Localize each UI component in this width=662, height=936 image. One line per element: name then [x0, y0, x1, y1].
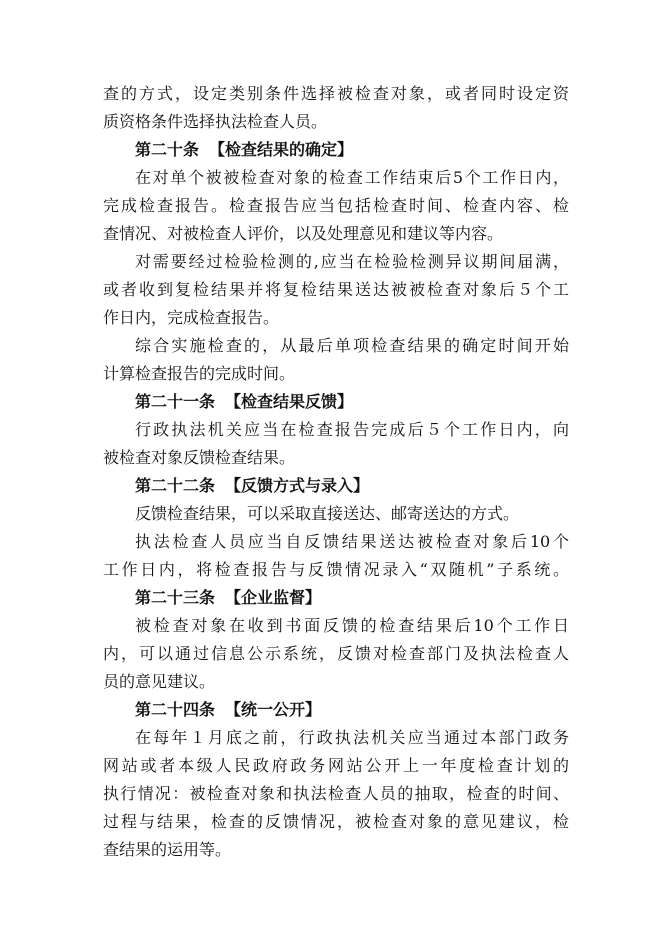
article-heading: [135, 700, 321, 720]
article-title: 【企业监督】: [225, 588, 322, 607]
text-line: 行政执法机关应当在检查报告完成后５个工作日内，向: [135, 420, 569, 439]
text-line: 计算检查报告的完成时间。: [103, 364, 296, 383]
article-heading: [135, 588, 321, 608]
article-heading: [135, 392, 353, 412]
article-number: 第二十一条: [135, 392, 216, 411]
text-line: 综合实施检查的，从最后单项检查结果的确定时间开始: [135, 336, 569, 355]
text-line: 执法检查人员应当自反馈结果送达被检查对象后10个: [135, 532, 569, 551]
text-line: 在每年１月底之前，行政执法机关应当通过本部门政务: [135, 728, 569, 747]
article-title: 【检查结果的确定】: [209, 140, 354, 159]
text-line: 过程与结果，检查的反馈情况，被检查对象的意见建议，检: [103, 812, 569, 831]
text-line: 被检查对象在收到书面反馈的检查结果后10个工作日: [135, 616, 569, 635]
article-title: 【检查结果反馈】: [225, 392, 354, 411]
article-number: 第二十三条: [135, 588, 216, 607]
text-line: 对需要经过检验检测的,应当在检验检测异议期间届满，: [135, 252, 569, 271]
article-number: 第二十四条: [135, 700, 216, 719]
article-title: 【统一公开】: [225, 700, 322, 719]
text-line: 查情况、对被检查人评价，以及处理意见和建议等内容。: [103, 224, 504, 243]
article-title: 【反馈方式与录入】: [225, 476, 370, 495]
article-number: 第二十条: [135, 140, 200, 159]
text-line: 或者收到复检结果并将复检结果送达被被检查对象后５个工: [103, 280, 569, 299]
text-line: 查的方式，设定类别条件选择被检查对象，或者同时设定资: [103, 84, 569, 103]
text-line: 完成检查报告。检查报告应当包括检查时间、检查内容、检: [103, 196, 569, 215]
article-heading: [135, 476, 369, 496]
text-line: 网站或者本级人民政府政务网站公开上一年度检查计划的: [103, 756, 569, 775]
text-line: 员的意见建议。: [103, 672, 216, 691]
text-line: 在对单个被被检查对象的检查工作结束后5个工作日内，: [135, 168, 569, 187]
text-line: 查结果的运用等。: [103, 840, 232, 859]
text-line: 工作日内，将检查报告与反馈情况录入“双随机”子系统。: [103, 560, 569, 579]
article-heading: [135, 140, 353, 160]
text-line: 被检查对象反馈检查结果。: [103, 448, 296, 467]
text-line: 内，可以通过信息公示系统，反馈对检查部门及执法检查人: [103, 644, 569, 663]
text-line: 质资格条件选择执法检查人员。: [103, 112, 328, 131]
text-line: 执行情况：被检查对象和执法检查人员的抽取，检查的时间、: [103, 784, 569, 803]
text-line: 作日内，完成检查报告。: [103, 308, 280, 327]
article-number: 第二十二条: [135, 476, 216, 495]
text-line: 反馈检查结果，可以采取直接送达、邮寄送达的方式。: [135, 504, 520, 523]
